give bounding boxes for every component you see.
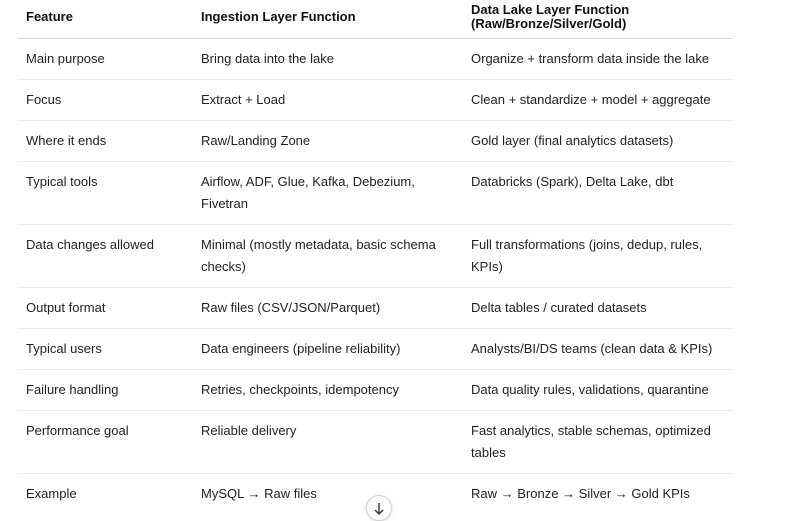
table-row — [18, 225, 733, 288]
cell-data-lake: Fast analytics, stable schemas, optimized tables — [463, 411, 733, 474]
cell-data-lake: Data quality rules, validations, quarantine — [463, 370, 733, 411]
header-data-lake-layer: Data Lake Layer Function (Raw/Bronze/Silver/Gold) — [463, 0, 733, 39]
table-row — [18, 288, 733, 329]
cell-data-lake: Raw → Bronze → Silver → Gold KPIs — [471, 486, 690, 501]
comparison-table — [18, 0, 733, 514]
cell-ingestion: Data engineers (pipeline reliability) — [193, 329, 463, 370]
header-feature: Feature — [18, 0, 193, 39]
arrow-down-icon — [373, 502, 385, 516]
cell-data-lake: Delta tables / curated datasets — [463, 288, 733, 329]
cell-feature: Output format — [18, 288, 193, 329]
cell-data-lake: Full transformations (joins, dedup, rules, KPIs) — [463, 225, 733, 288]
cell-ingestion: Retries, checkpoints, idempotency — [193, 370, 463, 411]
table-row — [18, 370, 733, 411]
header-ingestion-layer: Ingestion Layer Function — [193, 0, 463, 39]
cell-feature: Focus — [18, 80, 193, 121]
table-row — [18, 80, 733, 121]
table-row — [18, 121, 733, 162]
cell-feature: Where it ends — [18, 121, 193, 162]
cell-data-lake: Gold layer (final analytics datasets) — [463, 121, 733, 162]
cell-data-lake: Databricks (Spark), Delta Lake, dbt — [463, 162, 733, 225]
table-row — [18, 39, 733, 80]
cell-ingestion: Extract + Load — [193, 80, 463, 121]
cell-ingestion: Bring data into the lake — [193, 39, 463, 80]
table-row — [18, 411, 733, 474]
cell-ingestion: Reliable delivery — [193, 411, 463, 474]
scroll-to-bottom-button[interactable] — [366, 495, 392, 521]
cell-data-lake: Clean + standardize + model + aggregate — [463, 80, 733, 121]
cell-feature: Example — [26, 486, 77, 501]
cell-data-lake: Analysts/BI/DS teams (clean data & KPIs) — [463, 329, 733, 370]
cell-data-lake: Organize + transform data inside the lake — [463, 39, 733, 80]
cell-feature: Performance goal — [18, 411, 193, 474]
cell-ingestion: Raw files (CSV/JSON/Parquet) — [193, 288, 463, 329]
cell-ingestion: MySQL → Raw files — [201, 486, 317, 501]
cell-ingestion: Airflow, ADF, Glue, Kafka, Debezium, Fivetran — [193, 162, 463, 225]
cell-feature: Data changes allowed — [18, 225, 193, 288]
cell-feature: Main purpose — [18, 39, 193, 80]
cell-feature: Failure handling — [18, 370, 193, 411]
comparison-table-container — [18, 0, 733, 514]
cell-feature: Typical users — [18, 329, 193, 370]
cell-ingestion: Raw/Landing Zone — [193, 121, 463, 162]
table-row — [18, 329, 733, 370]
cell-ingestion: Minimal (mostly metadata, basic schema checks) — [193, 225, 463, 288]
table-row — [18, 162, 733, 225]
table-header-row — [18, 0, 733, 39]
cell-feature: Typical tools — [18, 162, 193, 225]
